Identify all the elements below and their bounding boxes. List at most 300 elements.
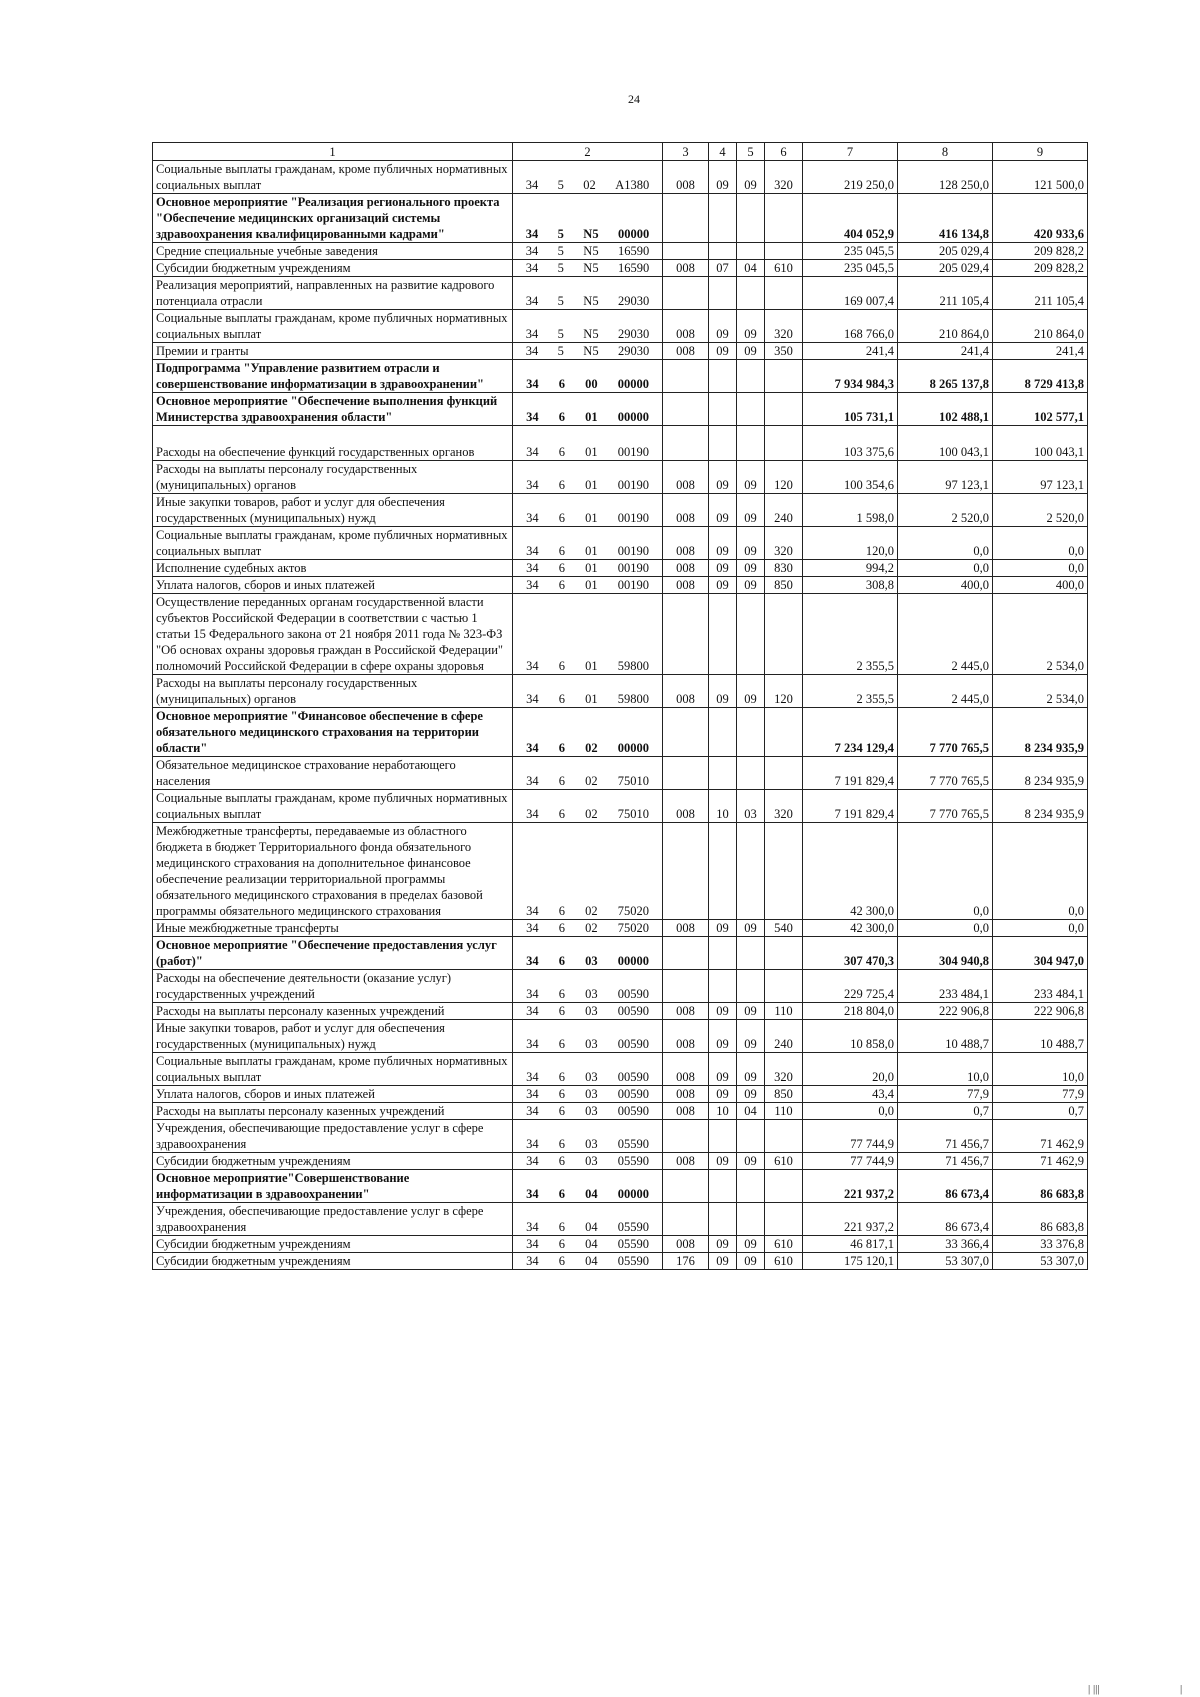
row-name: Основное мероприятие "Реализация регионального проекта "Обеспечение медицинских организаций системы здравоохранения квалифицированными кадрами" [153, 194, 513, 243]
row-code [513, 1253, 663, 1270]
table-row [153, 1103, 1088, 1120]
row-col6: 110 [765, 1103, 803, 1120]
code-part: 00000 [618, 227, 650, 241]
row-col9: 71 462,9 [993, 1153, 1088, 1170]
row-col7: 42 300,0 [803, 823, 898, 920]
row-col7: 120,0 [803, 527, 898, 560]
table-row [153, 1170, 1088, 1203]
row-col6 [765, 243, 803, 260]
code-part: 00000 [617, 377, 649, 391]
row-col8: 10,0 [898, 1053, 993, 1086]
code-part: 00190 [617, 561, 649, 575]
row-col8: 2 445,0 [898, 675, 993, 708]
row-col5: 09 [737, 1003, 765, 1020]
code-part: 01 [585, 445, 598, 459]
table-row [153, 708, 1088, 757]
row-col4: 09 [709, 1236, 737, 1253]
row-col3: 008 [663, 790, 709, 823]
row-col3 [663, 823, 709, 920]
code-part: A1380 [615, 178, 650, 192]
table-row [153, 920, 1088, 937]
row-col6 [765, 823, 803, 920]
code-part: 05590 [617, 1220, 649, 1234]
row-code [513, 461, 663, 494]
row-col4 [709, 1120, 737, 1153]
code-part: 34 [526, 511, 539, 525]
row-col6 [765, 277, 803, 310]
row-col6 [765, 1120, 803, 1153]
row-col9: 0,0 [993, 823, 1088, 920]
table-row [153, 1086, 1088, 1103]
row-col7: 7 191 829,4 [803, 757, 898, 790]
row-col8: 2 520,0 [898, 494, 993, 527]
row-col6: 610 [765, 1236, 803, 1253]
table-row [153, 393, 1088, 426]
code-part: 6 [558, 1070, 565, 1084]
code-part: 00190 [617, 511, 649, 525]
row-col4: 09 [709, 461, 737, 494]
row-code [513, 920, 663, 937]
code-part: 00590 [617, 987, 649, 1001]
row-col9: 2 534,0 [993, 594, 1088, 675]
row-col7: 308,8 [803, 577, 898, 594]
row-col8: 2 445,0 [898, 594, 993, 675]
row-code [513, 937, 663, 970]
row-col9: 400,0 [993, 577, 1088, 594]
row-col6: 610 [765, 260, 803, 277]
row-col3: 008 [663, 1153, 709, 1170]
row-col6: 110 [765, 1003, 803, 1020]
row-col3 [663, 1120, 709, 1153]
code-part: 5 [557, 344, 564, 358]
table-row [153, 277, 1088, 310]
code-part: 00190 [617, 578, 649, 592]
table-row [153, 790, 1088, 823]
row-col7: 235 045,5 [803, 260, 898, 277]
row-col9: 8 234 935,9 [993, 757, 1088, 790]
row-code [513, 393, 663, 426]
code-part: 02 [585, 741, 598, 755]
code-part: 00190 [617, 478, 649, 492]
code-part: 34 [525, 261, 539, 275]
row-col8: 210 864,0 [898, 310, 993, 343]
row-code [513, 1003, 663, 1020]
code-part: 01 [585, 692, 598, 706]
code-parts [516, 560, 659, 576]
code-part: 05590 [617, 1154, 649, 1168]
row-name: Социальные выплаты гражданам, кроме публичных нормативных социальных выплат [153, 161, 513, 194]
row-col9: 211 105,4 [993, 277, 1088, 310]
code-part: 6 [558, 1237, 565, 1251]
code-parts [516, 409, 659, 425]
row-col5: 09 [737, 310, 765, 343]
row-col3 [663, 360, 709, 393]
table-row [153, 161, 1088, 194]
row-col3: 008 [663, 527, 709, 560]
row-col3: 008 [663, 343, 709, 360]
code-part: 34 [526, 410, 539, 424]
row-col5 [737, 1203, 765, 1236]
code-part: 03 [585, 1137, 598, 1151]
code-part: 01 [585, 410, 598, 424]
row-col5 [737, 757, 765, 790]
row-code [513, 675, 663, 708]
row-col4 [709, 243, 737, 260]
header-cell: 5 [737, 143, 765, 161]
row-col5: 09 [737, 461, 765, 494]
code-parts [516, 343, 659, 359]
row-col3: 008 [663, 461, 709, 494]
code-parts [516, 920, 659, 936]
code-parts [516, 1253, 659, 1269]
code-part: 6 [558, 410, 565, 424]
table-row [153, 243, 1088, 260]
row-col6 [765, 360, 803, 393]
row-name: Подпрограмма "Управление развитием отрасли и совершенствование информатизации в здравоохранении" [153, 360, 513, 393]
code-parts [516, 1219, 659, 1235]
code-part: 00190 [617, 445, 649, 459]
row-col6: 240 [765, 494, 803, 527]
code-parts [516, 510, 659, 526]
code-part: 34 [525, 178, 539, 192]
row-col7: 404 052,9 [803, 194, 898, 243]
table-row [153, 577, 1088, 594]
code-part: 6 [558, 561, 565, 575]
table-row [153, 494, 1088, 527]
code-part: 6 [558, 445, 565, 459]
row-col8: 0,0 [898, 823, 993, 920]
row-col5 [737, 970, 765, 1003]
row-col3: 008 [663, 1103, 709, 1120]
code-part: 34 [526, 1254, 539, 1268]
row-col5 [737, 360, 765, 393]
code-part: 03 [585, 1037, 598, 1051]
code-part: 34 [526, 741, 539, 755]
row-col8: 97 123,1 [898, 461, 993, 494]
row-code [513, 1053, 663, 1086]
row-name: Основное мероприятие"Совершенствование информатизации в здравоохранении" [153, 1170, 513, 1203]
row-code [513, 343, 663, 360]
row-col8: 8 265 137,8 [898, 360, 993, 393]
row-col3 [663, 243, 709, 260]
row-col5: 04 [737, 260, 765, 277]
scan-mark: | ||| [1088, 1683, 1100, 1695]
row-col9: 209 828,2 [993, 243, 1088, 260]
row-code [513, 527, 663, 560]
code-part: 34 [526, 1187, 539, 1201]
row-col7: 77 744,9 [803, 1120, 898, 1153]
row-col4: 09 [709, 1253, 737, 1270]
row-code [513, 277, 663, 310]
row-name: Расходы на обеспечение деятельности (оказание услуг) государственных учреждений [153, 970, 513, 1003]
row-col8: 0,0 [898, 527, 993, 560]
row-name: Субсидии бюджетным учреждениям [153, 1153, 513, 1170]
row-col7: 221 937,2 [803, 1203, 898, 1236]
row-col6: 320 [765, 310, 803, 343]
row-name: Социальные выплаты гражданам, кроме публичных нормативных социальных выплат [153, 790, 513, 823]
code-part: 34 [525, 294, 539, 308]
code-part: N5 [583, 327, 599, 341]
row-col9: 0,7 [993, 1103, 1088, 1120]
row-col9: 233 484,1 [993, 970, 1088, 1003]
row-code [513, 560, 663, 577]
row-col4: 09 [709, 161, 737, 194]
row-col7: 235 045,5 [803, 243, 898, 260]
table-body [153, 143, 1088, 1270]
row-name: Субсидии бюджетным учреждениям [153, 260, 513, 277]
code-part: 03 [585, 1070, 598, 1084]
code-part: 00000 [617, 1187, 649, 1201]
row-col8: 222 906,8 [898, 1003, 993, 1020]
row-col5: 09 [737, 1053, 765, 1086]
code-part: 34 [526, 544, 539, 558]
row-code [513, 494, 663, 527]
row-code [513, 577, 663, 594]
code-part: 01 [585, 544, 598, 558]
row-col3 [663, 937, 709, 970]
code-part: 04 [585, 1187, 598, 1201]
row-col4: 09 [709, 1153, 737, 1170]
code-part: 6 [558, 1220, 565, 1234]
row-col4: 09 [709, 1020, 737, 1053]
row-code [513, 1120, 663, 1153]
row-col4: 09 [709, 560, 737, 577]
code-part: N5 [583, 344, 599, 358]
row-col5 [737, 708, 765, 757]
row-code [513, 1203, 663, 1236]
row-col4 [709, 194, 737, 243]
header-row [153, 143, 1088, 161]
code-part: 04 [585, 1237, 598, 1251]
code-part: N5 [583, 261, 599, 275]
row-col8: 233 484,1 [898, 970, 993, 1003]
row-code [513, 970, 663, 1003]
row-col8: 416 134,8 [898, 194, 993, 243]
row-name: Социальные выплаты гражданам, кроме публичных нормативных социальных выплат [153, 1053, 513, 1086]
code-part: 00590 [617, 1104, 649, 1118]
code-part: 34 [526, 987, 539, 1001]
code-part: 00000 [617, 954, 649, 968]
row-col6 [765, 970, 803, 1003]
code-part: 5 [557, 178, 564, 192]
row-col3 [663, 277, 709, 310]
row-col3: 008 [663, 1053, 709, 1086]
code-part: 03 [585, 1087, 598, 1101]
row-col9: 8 234 935,9 [993, 790, 1088, 823]
code-parts [516, 243, 659, 259]
code-part: 34 [526, 904, 539, 918]
row-code [513, 708, 663, 757]
row-col8: 128 250,0 [898, 161, 993, 194]
code-part: 75020 [617, 921, 649, 935]
code-parts [516, 1153, 659, 1169]
row-col5: 09 [737, 1253, 765, 1270]
table-row [153, 461, 1088, 494]
table-row [153, 823, 1088, 920]
row-col9: 420 933,6 [993, 194, 1088, 243]
row-code [513, 790, 663, 823]
row-code [513, 1103, 663, 1120]
table-row [153, 1203, 1088, 1236]
code-part: 05590 [617, 1137, 649, 1151]
row-name: Иные закупки товаров, работ и услуг для обеспечения государственных (муниципальных) нужд [153, 1020, 513, 1053]
code-part: 34 [525, 327, 539, 341]
code-part: 6 [558, 1187, 565, 1201]
row-name: Социальные выплаты гражданам, кроме публичных нормативных социальных выплат [153, 527, 513, 560]
row-col5 [737, 1170, 765, 1203]
row-col9: 0,0 [993, 920, 1088, 937]
code-parts [516, 740, 659, 756]
table-row [153, 360, 1088, 393]
row-col7: 7 191 829,4 [803, 790, 898, 823]
code-parts [516, 376, 659, 392]
code-part: 04 [585, 1220, 598, 1234]
row-col5: 09 [737, 1236, 765, 1253]
row-name: Расходы на выплаты персоналу казенных учреждений [153, 1003, 513, 1020]
table-row [153, 194, 1088, 243]
row-col8: 205 029,4 [898, 243, 993, 260]
row-col7: 43,4 [803, 1086, 898, 1103]
row-col8: 53 307,0 [898, 1253, 993, 1270]
row-name: Социальные выплаты гражданам, кроме публичных нормативных социальных выплат [153, 310, 513, 343]
row-code [513, 1020, 663, 1053]
code-parts [516, 477, 659, 493]
code-part: 34 [526, 807, 539, 821]
table-row [153, 970, 1088, 1003]
code-part: 6 [558, 1037, 565, 1051]
row-col8: 86 673,4 [898, 1203, 993, 1236]
code-part: 6 [558, 578, 565, 592]
code-part: 34 [525, 227, 539, 241]
code-part: 02 [585, 807, 598, 821]
row-col6 [765, 194, 803, 243]
scan-mark: | [1180, 1683, 1183, 1695]
code-part: 34 [526, 1154, 539, 1168]
row-col3 [663, 426, 709, 461]
row-name: Уплата налогов, сборов и иных платежей [153, 577, 513, 594]
row-col8: 0,7 [898, 1103, 993, 1120]
row-col6: 320 [765, 161, 803, 194]
row-col4: 09 [709, 310, 737, 343]
header-cell: 3 [663, 143, 709, 161]
row-col7: 218 804,0 [803, 1003, 898, 1020]
row-name: Иные закупки товаров, работ и услуг для обеспечения государственных (муниципальных) нужд [153, 494, 513, 527]
row-col7: 2 355,5 [803, 594, 898, 675]
row-col3: 008 [663, 1236, 709, 1253]
code-part: 6 [558, 692, 565, 706]
header-cell: 6 [765, 143, 803, 161]
row-col8: 0,0 [898, 560, 993, 577]
row-col9: 102 577,1 [993, 393, 1088, 426]
code-part: 01 [585, 511, 598, 525]
code-part: 34 [526, 478, 539, 492]
row-col9: 2 534,0 [993, 675, 1088, 708]
code-part: 34 [526, 1087, 539, 1101]
row-col5 [737, 277, 765, 310]
row-name: Основное мероприятие "Обеспечение предоставления услуг (работ)" [153, 937, 513, 970]
code-part: 5 [557, 227, 564, 241]
row-col4 [709, 1170, 737, 1203]
row-col9: 2 520,0 [993, 494, 1088, 527]
code-part: 00590 [617, 1037, 649, 1051]
code-parts [516, 953, 659, 969]
row-name: Субсидии бюджетным учреждениям [153, 1253, 513, 1270]
code-part: 6 [558, 954, 565, 968]
row-col8: 7 770 765,5 [898, 708, 993, 757]
code-part: 03 [585, 1154, 598, 1168]
row-code [513, 260, 663, 277]
row-name: Расходы на обеспечение функций государственных органов [153, 426, 513, 461]
row-col4: 09 [709, 494, 737, 527]
row-col6 [765, 393, 803, 426]
row-col9: 210 864,0 [993, 310, 1088, 343]
code-part: 34 [526, 1004, 539, 1018]
row-col5 [737, 1120, 765, 1153]
row-col9: 33 376,8 [993, 1236, 1088, 1253]
row-col3: 008 [663, 260, 709, 277]
row-col3: 176 [663, 1253, 709, 1270]
code-part: 59800 [617, 659, 649, 673]
code-part: N5 [583, 294, 599, 308]
row-code [513, 757, 663, 790]
row-col5: 09 [737, 1086, 765, 1103]
row-col6 [765, 594, 803, 675]
row-col7: 168 766,0 [803, 310, 898, 343]
code-part: 59800 [617, 692, 649, 706]
table-row [153, 560, 1088, 577]
code-part: 02 [585, 904, 598, 918]
table-row [153, 343, 1088, 360]
row-name: Уплата налогов, сборов и иных платежей [153, 1086, 513, 1103]
row-col8: 86 673,4 [898, 1170, 993, 1203]
row-col3 [663, 708, 709, 757]
row-col5: 09 [737, 1153, 765, 1170]
row-col9: 10 488,7 [993, 1020, 1088, 1053]
row-code [513, 823, 663, 920]
row-col5: 04 [737, 1103, 765, 1120]
code-part: 34 [526, 692, 539, 706]
row-col5: 09 [737, 560, 765, 577]
row-col7: 20,0 [803, 1053, 898, 1086]
code-parts [516, 773, 659, 789]
row-col5: 09 [737, 920, 765, 937]
row-col4: 09 [709, 527, 737, 560]
code-part: 6 [558, 544, 565, 558]
row-col8: 77,9 [898, 1086, 993, 1103]
row-col9: 86 683,8 [993, 1170, 1088, 1203]
row-col9: 71 462,9 [993, 1120, 1088, 1153]
code-part: 34 [526, 1037, 539, 1051]
code-part: 6 [558, 921, 565, 935]
row-col3 [663, 594, 709, 675]
row-col4 [709, 823, 737, 920]
code-part: 00000 [617, 741, 649, 755]
code-part: 03 [585, 987, 598, 1001]
code-parts [516, 226, 659, 242]
row-col6: 120 [765, 461, 803, 494]
row-code [513, 426, 663, 461]
row-col3 [663, 757, 709, 790]
code-parts [516, 1036, 659, 1052]
table-row [153, 426, 1088, 461]
code-part: 29030 [618, 344, 650, 358]
code-part: 75010 [617, 807, 649, 821]
code-part: 34 [526, 774, 539, 788]
row-col3: 008 [663, 1086, 709, 1103]
row-col9: 241,4 [993, 343, 1088, 360]
row-col5: 09 [737, 527, 765, 560]
row-col6: 850 [765, 1086, 803, 1103]
